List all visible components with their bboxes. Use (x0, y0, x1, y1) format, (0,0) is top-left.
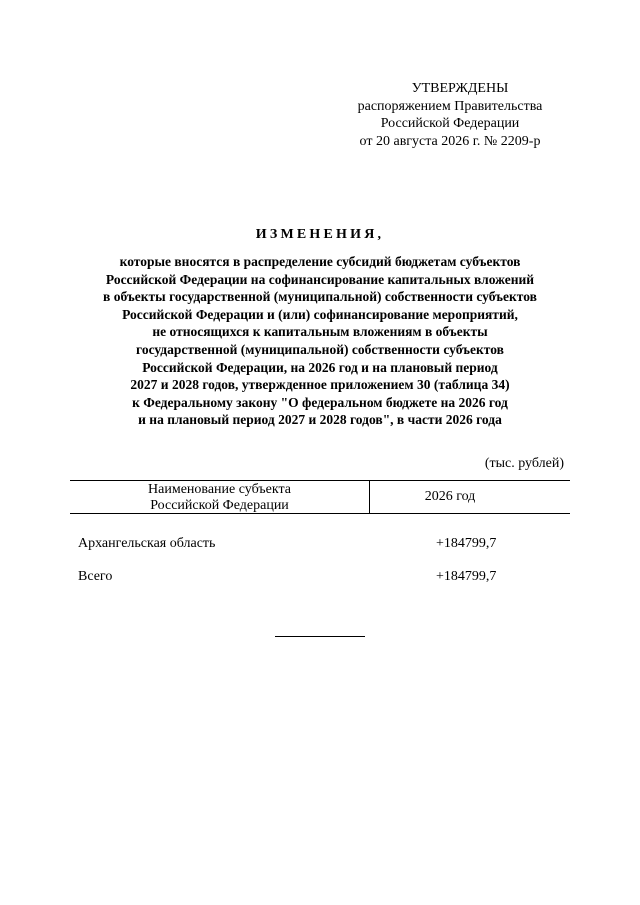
document-title: ИЗМЕНЕНИЯ, (255, 227, 385, 242)
subtitle-line: к Федеральному закону "О федеральном бюджете на 2026 год (132, 394, 508, 410)
document-title-block (60, 227, 580, 429)
units-label: (тыс. рублей) (484, 456, 564, 471)
subtitle-line: Российской Федерации и (или) софинансирование мероприятий, (122, 306, 518, 322)
subsidy-table (70, 480, 570, 585)
approval-heading: УТВЕРЖДЕНЫ (411, 81, 509, 96)
subtitle-line: в объекты государственной (муниципальной) собственности субъектов (103, 289, 537, 305)
approval-line-date: от 20 августа 2026 г. № 2209-р (359, 133, 541, 149)
subtitle-line: и на плановый период 2027 и 2028 годов", в части 2026 года (138, 412, 502, 428)
subtitle-line: не относящихся к капитальным вложениям в объекты (152, 324, 488, 340)
region-value-cell: +184799,7 (436, 536, 497, 551)
table-row (70, 535, 570, 552)
subtitle-line: Российской Федерации на софинансирование капитальных вложений (105, 271, 535, 287)
header-year: 2026 год (424, 489, 476, 504)
subtitle-line: государственной (муниципальной) собственности субъектов (136, 341, 504, 357)
subtitle-line: которые вносятся в распределение субсидий бюджетам субъектов (119, 254, 521, 269)
header-region-name-line2: Российской Федерации (150, 498, 289, 513)
table-row-total (70, 568, 570, 585)
region-name-cell: Архангельская область (78, 536, 216, 551)
header-region-name-line1: Наименование субъекта (148, 482, 291, 497)
header-region-name (70, 481, 370, 513)
total-name-cell: Всего (78, 569, 113, 584)
table-header (70, 480, 570, 514)
end-divider (275, 636, 365, 637)
approval-line-decree: распоряжением Правительства (357, 98, 543, 114)
subtitle-line: 2027 и 2028 годов, утвержденное приложением 30 (таблица 34) (130, 377, 510, 393)
approval-line-government: Российской Федерации (380, 116, 520, 131)
subtitle-line: Российской Федерации, на 2026 год и на плановый период (142, 359, 498, 375)
total-value-cell: +184799,7 (436, 569, 497, 584)
approval-block (330, 80, 570, 150)
